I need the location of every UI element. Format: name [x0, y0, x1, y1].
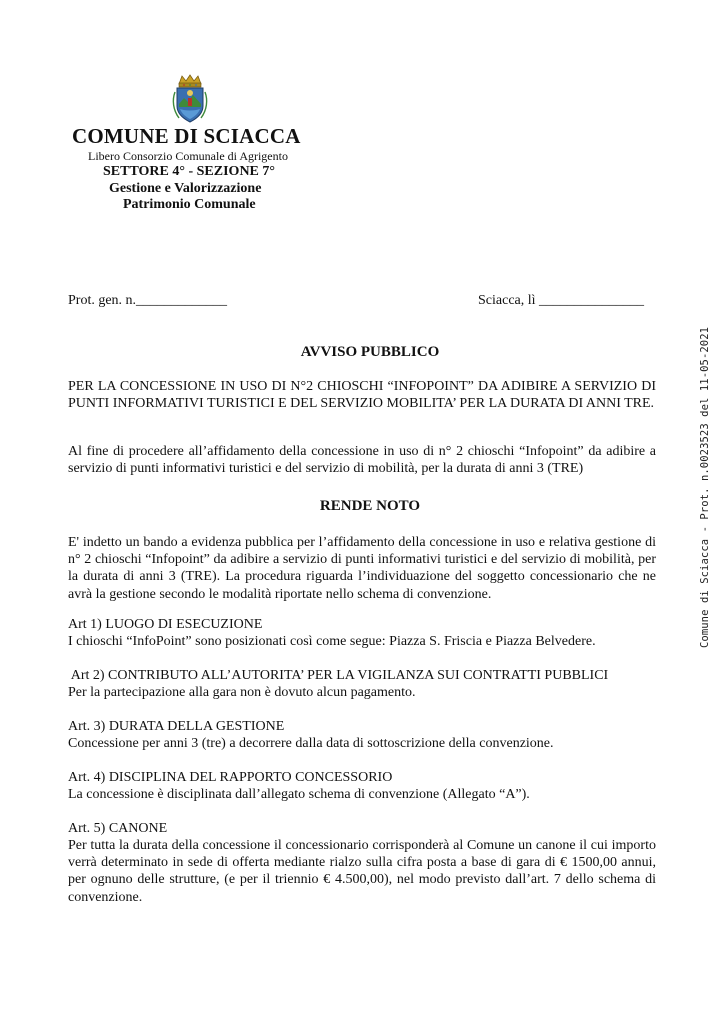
department-line-1: Gestione e Valorizzazione: [109, 181, 262, 196]
municipality-subtitle: Libero Consorzio Comunale di Agrigento: [88, 149, 288, 163]
article-2-text: Per la partecipazione alla gara non è dovuto alcun pagamento.: [68, 685, 416, 700]
letterhead: [72, 123, 301, 149]
protocol-stamp-text: Comune di Sciacca - Prot. n.0023523 del 11-05-2021: [699, 326, 711, 648]
article-3-title: Art. 3) DURATA DELLA GESTIONE: [68, 719, 285, 734]
rende-noto-heading: RENDE NOTO: [319, 498, 421, 514]
coat-of-arms-icon: [170, 74, 210, 124]
department-line-2: Patrimonio Comunale: [123, 197, 256, 212]
announcement-paragraph: E' indetto un bando a evidenza pubblica per l’affidamento della concessione in uso e relativa gestione di n° 2 chioschi “Infopoint” da adibire a servizio di punti informativi turistici e del servizio di mobilità, per la durata di anni 3 (TRE). La procedura riguarda l’individuazione del soggetto concessionario che ne avrà la gestione secondo le modalità riportate nello schema di convenzione.: [68, 535, 656, 602]
article-1-text: I chioschi “InfoPoint” sono posizionati così come segue: Piazza S. Friscia e Piazza Belvedere.: [68, 634, 596, 649]
municipality-title: COMUNE DI SCIACCA: [72, 124, 301, 148]
place-date-field: Sciacca, lì _______________: [478, 293, 645, 308]
article-1-title: Art 1) LUOGO DI ESECUZIONE: [68, 617, 263, 632]
article-2-title: Art 2) CONTRIBUTO ALL’AUTORITA’ PER LA VIGILANZA SUI CONTRATTI PUBBLICI: [68, 668, 609, 683]
sector-line: SETTORE 4° - SEZIONE 7°: [103, 164, 275, 179]
notice-purpose: Al fine di procedere all’affidamento della concessione in uso di n° 2 chioschi “Infopoint” da adibire a servizio di punti informativi turistici e del servizio di mobilità, per la durata di anni 3 (TRE): [68, 444, 656, 477]
notice-object: PER LA CONCESSIONE IN USO DI N°2 CHIOSCHI “INFOPOINT” DA ADIBIRE A SERVIZIO DI PUNTI INFORMATIVI TURISTICI E DEL SERVIZIO MOBILITA’ PER LA DURATA DI ANNI TRE.: [68, 379, 656, 412]
article-3-text: Concessione per anni 3 (tre) a decorrere dalla data di sottoscrizione della convenzione.: [68, 736, 554, 751]
article-4-text: La concessione è disciplinata dall’allegato schema di convenzione (Allegato “A”).: [68, 787, 530, 802]
protocol-number-field: Prot. gen. n._____________: [68, 293, 228, 308]
notice-heading: AVVISO PUBBLICO: [300, 344, 440, 360]
article-4-title: Art. 4) DISCIPLINA DEL RAPPORTO CONCESSORIO: [68, 770, 393, 785]
article-5-title: Art. 5) CANONE: [68, 821, 168, 836]
protocol-stamp: [699, 326, 715, 648]
article-5-text: Per tutta la durata della concessione il concessionario corrisponderà al Comune un canone il cui importo verrà determinato in sede di offerta mediante rialzo sulla cifra posta a base di gara di € 1500,00 annui, per ognuno delle strutture, (e per il triennio € 4.500,00), nel modo previsto dall’art. 7 dello schema di convenzione.: [68, 838, 656, 905]
